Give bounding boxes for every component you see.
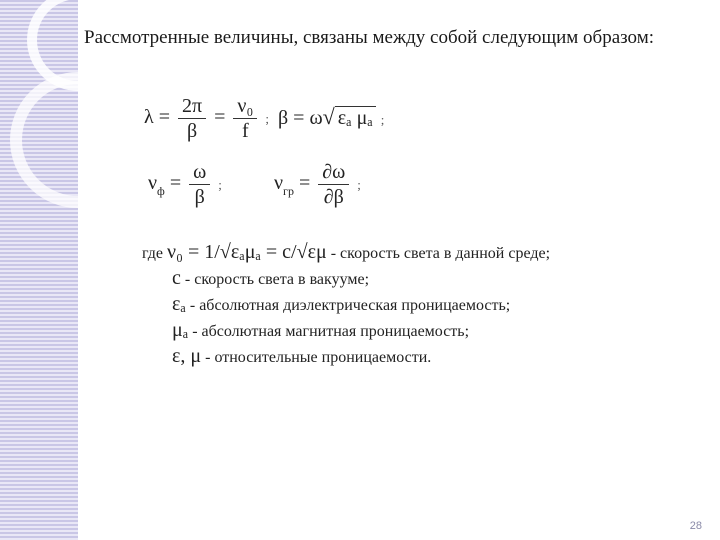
formula-terminator: ; [380,112,385,127]
equals-sign: = [214,106,226,129]
mu-a-description: - абсолютная магнитная проницаемость; [192,323,470,340]
fraction-omega-over-beta [189,160,210,209]
c-description: - скорость света в вакууме; [184,271,370,288]
formula-terminator: ; [357,177,361,193]
fraction-2pi-over-beta [178,94,206,143]
slide-title: Рассмотренные величины, связаны между собой следующим образом: [84,27,654,48]
decorative-circles-graphic [0,0,78,540]
mu-a-symbol: μₐ [172,319,189,341]
fraction-domega-over-dbeta [318,160,349,209]
definition-epsilon-a [142,292,662,318]
fraction-denominator: β [186,120,198,142]
fraction-denominator: ∂β [323,186,344,208]
v0-description: - скорость света в данной среде; [330,245,551,262]
c-symbol: c [172,267,181,289]
fraction-denominator: f [242,120,249,142]
fraction-numerator: ∂ω [318,160,349,185]
formula-group-velocity [274,160,361,209]
formula-beta [278,104,384,130]
phase-velocity-symbol: ν [148,172,158,195]
fraction-denominator: β [194,186,205,208]
definition-mu-a [142,318,662,344]
epsilon-a-symbol: εₐ [172,293,186,315]
fraction-v0-over-f [233,94,257,143]
fraction-numerator: ν₀ [233,94,257,119]
definition-c [142,266,662,292]
formula-terminator: ; [265,111,270,127]
sqrt-radicand: εₐ μₐ [335,106,376,129]
v0-expression: ν₀ = 1/√εₐμₐ = c/√εμ [167,241,327,263]
definition-v0 [142,240,662,266]
formula-terminator: ; [218,177,222,193]
group-velocity-symbol: ν [274,172,284,195]
definition-relative [142,344,662,370]
formula-lambda-lhs: λ = [144,106,170,129]
group-velocity-subscript: гр [283,184,294,199]
epsilon-a-description: - абсолютная диэлектрическая проницаемость; [189,297,511,314]
equals-sign: = [298,172,311,195]
page-number: 28 [689,520,702,532]
formula-beta-lhs: β = ω [278,107,323,129]
fraction-numerator: 2π [178,94,206,119]
phase-velocity-subscript: ф [157,184,165,199]
formula-lambda [144,94,269,143]
relative-symbols: ε, μ [172,345,202,367]
decorative-side-band [0,0,78,540]
definitions-list [142,240,662,370]
fraction-numerator: ω [189,160,210,185]
equals-sign: = [169,172,182,195]
relative-description: - относительные проницаемости. [205,349,432,366]
sqrt-sign-icon: √ [322,104,335,129]
formula-phase-velocity [148,160,222,209]
definition-prefix: где [142,245,164,262]
